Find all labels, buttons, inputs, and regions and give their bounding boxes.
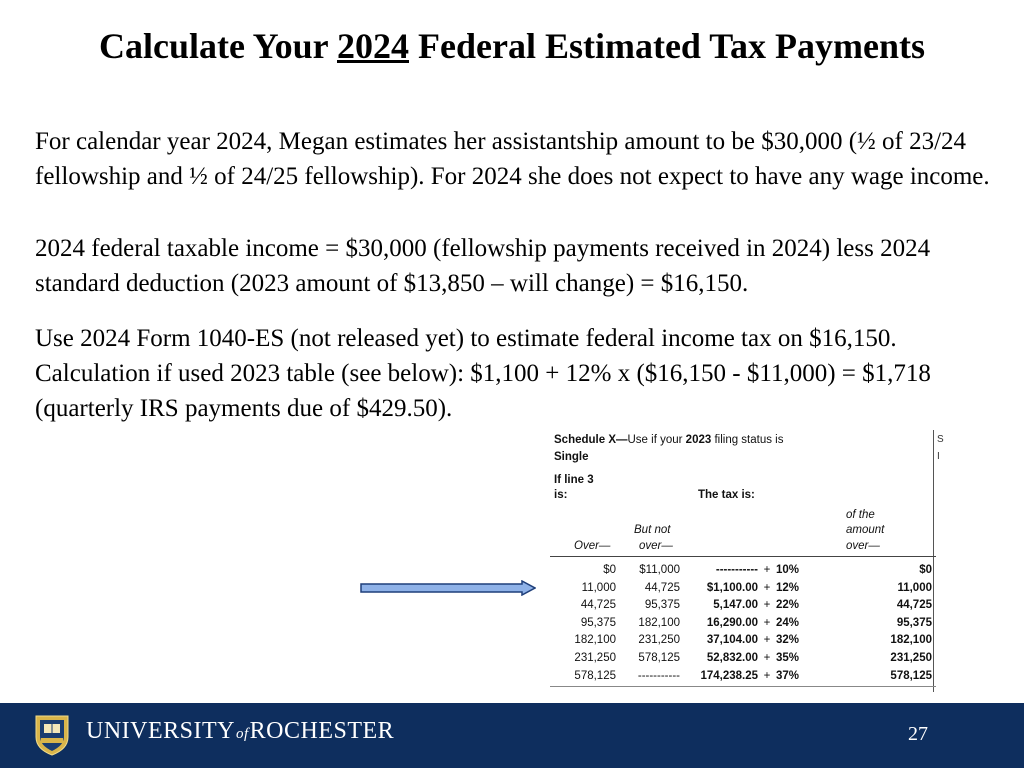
page-number: 27 [908,723,928,745]
slide-title [60,22,964,70]
schedule-bottom-rule [550,686,936,687]
schedule-table [548,562,932,685]
schedule-tax-is: The tax is: [698,489,755,501]
paragraph-assistantship: For calendar year 2024, Megan estimates her assistantship amount to be $30,000 (½ of 23/24 fellowship and ½ of 24/25 fellowship). For 2024 she does not expect to have any wage income. [35,128,990,190]
table-row: 182,100 231,250 37,104.00 + 32% 182,100 [574,634,932,647]
table-row: 578,125 ----------- 174,238.25 + 37% 578,125 [574,669,932,682]
col-header-of-the-2: amount [846,524,885,536]
schedule-vertical-rule [933,430,934,692]
university-wordmark: UNIVERSITYofROCHESTER [86,718,395,744]
col-header-but-not-1: But not [634,524,671,536]
schedule-is: is: [554,489,568,501]
schedule-header-rule [550,556,936,557]
paragraph-calculation: Use 2024 Form 1040-ES (not released yet) to estimate federal income tax on $16,150. Calculation if used 2023 table (see below): $1,100 + 12% x ($16,150 - $11,000) = $1,718 (quarterly IRS payments due of $429.50). [35,325,931,422]
schedule-if-line: If line 3 [554,474,594,486]
table-row: 11,000 44,725 $1,100.00 + 12% 11,000 [581,581,932,594]
title-text-end: Federal Estimated Tax Payments [409,26,925,66]
title-year: 2024 [337,26,409,66]
col-header-over: Over— [574,540,611,552]
cropped-edge-text-2: I [937,451,940,462]
footer-bar [0,703,1024,768]
paragraph-taxable-income: 2024 federal taxable income = $30,000 (fellowship payments received in 2024) less 2024 standard deduction (2023 amount of $13,850 – will change) = $16,150. [35,235,931,297]
schedule-filing-status: Single [554,451,589,463]
cropped-edge-text-1: S [937,434,944,445]
table-row: 95,375 182,100 16,290.00 + 24% 95,375 [580,616,932,629]
title-text-start: Calculate Your [99,26,337,66]
university-seal-icon [30,713,74,757]
table-row: 44,725 95,375 5,147.00 + 22% 44,725 [580,599,932,612]
tax-rate-schedule [548,430,944,692]
right-arrow-icon [360,580,536,596]
table-row: 231,250 578,125 52,832.00 + 35% 231,250 [574,651,932,664]
col-header-but-not-2: over— [639,540,673,552]
col-header-of-the-1: of the [846,509,875,521]
col-header-of-the-3: over— [846,540,880,552]
schedule-heading: Schedule X—Use if your 2023 filing status is [554,434,784,446]
table-row: $0 $11,000 ----------- + 10% $0 [603,564,932,576]
